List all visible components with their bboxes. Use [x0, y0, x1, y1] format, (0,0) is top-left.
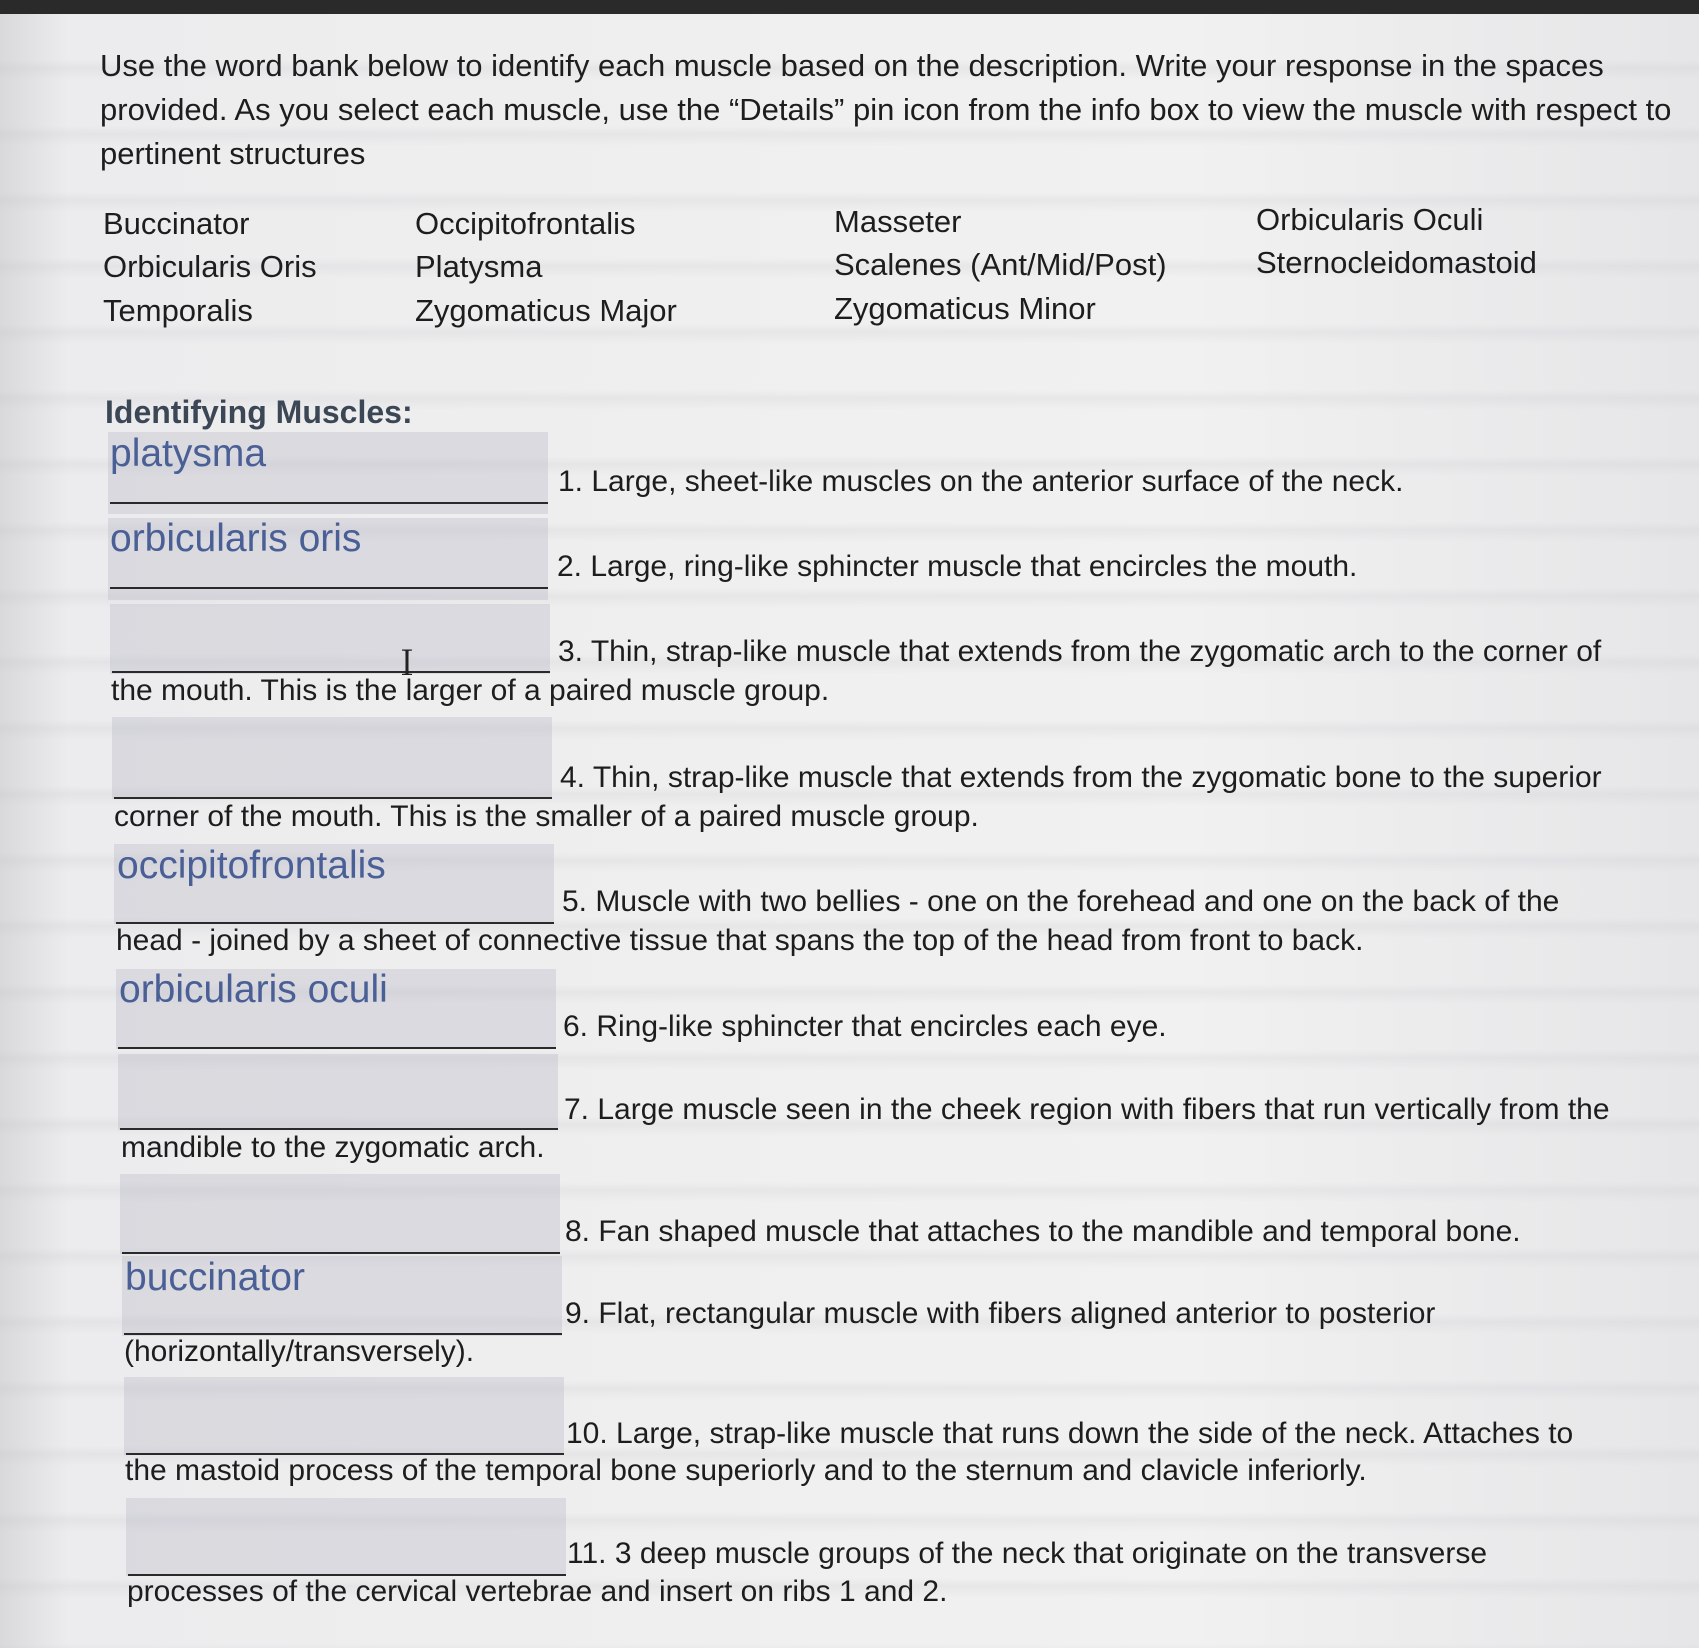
- question-2: 2. Large, ring-like sphincter muscle that encircles the mouth.: [557, 550, 1358, 583]
- answer-field-11[interactable]: [126, 1498, 566, 1576]
- answer-text-6: orbicularis oculi: [119, 968, 388, 1011]
- question-8: 8. Fan shaped muscle that attaches to the mandible and temporal bone.: [565, 1215, 1521, 1248]
- word-bank-item: Scalenes (Ant/Mid/Post): [834, 247, 1167, 282]
- question-7-line-1: 7. Large muscle seen in the cheek region with fibers that run vertically from the: [564, 1093, 1610, 1126]
- question-10-line-1: 10. Large, strap-like muscle that runs down the side of the neck. Attaches to: [566, 1417, 1574, 1450]
- question-3-line-2: the mouth. This is the larger of a paired muscle group.: [111, 674, 830, 707]
- word-bank-item: Zygomaticus Minor: [834, 291, 1096, 326]
- word-bank-item: Sternocleidomastoid: [1256, 245, 1537, 280]
- question-9-line-2: (horizontally/transversely).: [124, 1335, 475, 1368]
- section-title: Identifying Muscles:: [105, 394, 413, 430]
- answer-line-6: [118, 1047, 556, 1049]
- word-bank-item: Masseter: [834, 204, 962, 239]
- answer-text-9: buccinator: [125, 1256, 305, 1299]
- question-3-line-1: 3. Thin, strap-like muscle that extends from the zygomatic arch to the corner of: [558, 635, 1602, 668]
- word-bank-item: Zygomaticus Major: [415, 293, 677, 328]
- word-bank-item: Occipitofrontalis: [415, 206, 636, 241]
- word-bank-item: Buccinator: [103, 206, 250, 241]
- answer-field-3[interactable]: [110, 604, 550, 674]
- answer-line-1: [110, 502, 548, 504]
- word-bank-item: Orbicularis Oculi: [1256, 202, 1484, 237]
- question-10-line-2: the mastoid process of the temporal bone superiorly and to the sternum and clavicle inferiorly.: [125, 1454, 1367, 1487]
- question-9-line-1: 9. Flat, rectangular muscle with fibers aligned anterior to posterior: [565, 1297, 1436, 1330]
- instructions-text: Use the word bank below to identify each muscle based on the description. Write your response in the spaces provided. As you select each muscle, use the “Details” pin icon from the info box to view the muscle with respect to pertinent structures: [100, 48, 1672, 171]
- answer-line-2: [110, 587, 548, 589]
- question-11-line-1: 11. 3 deep muscle groups of the neck that originate on the transverse: [567, 1537, 1488, 1570]
- question-11-line-2: processes of the cervical vertebrae and insert on ribs 1 and 2.: [127, 1575, 948, 1608]
- word-bank-item: Platysma: [415, 249, 543, 284]
- answer-text-5: occipitofrontalis: [117, 844, 386, 887]
- question-5-line-2: head - joined by a sheet of connective tissue that spans the top of the head from front to back.: [116, 924, 1364, 957]
- answer-field-4[interactable]: [112, 717, 552, 799]
- answer-field-10[interactable]: [124, 1377, 564, 1455]
- answer-field-8[interactable]: [120, 1174, 560, 1254]
- text-cursor-icon: Ｉ: [390, 644, 424, 684]
- question-4-line-1: 4. Thin, strap-like muscle that extends from the zygomatic bone to the superior: [560, 761, 1602, 794]
- question-4-line-2: corner of the mouth. This is the smaller of a paired muscle group.: [114, 800, 979, 833]
- answer-text-1: platysma: [110, 432, 267, 475]
- question-6: 6. Ring-like sphincter that encircles each eye.: [563, 1010, 1167, 1043]
- answer-text-2: orbicularis oris: [110, 517, 362, 560]
- worksheet: [0, 14, 1699, 1648]
- question-5-line-1: 5. Muscle with two bellies - one on the forehead and one on the back of the: [562, 885, 1560, 918]
- question-7-line-2: mandible to the zygomatic arch.: [121, 1131, 545, 1164]
- screen-top-edge: [0, 0, 1699, 14]
- word-bank-item: Orbicularis Oris: [103, 249, 317, 284]
- question-1: 1. Large, sheet-like muscles on the anterior surface of the neck.: [558, 465, 1404, 498]
- word-bank-item: Temporalis: [103, 293, 253, 328]
- answer-field-7[interactable]: [118, 1054, 558, 1130]
- answer-line-8: [122, 1252, 560, 1254]
